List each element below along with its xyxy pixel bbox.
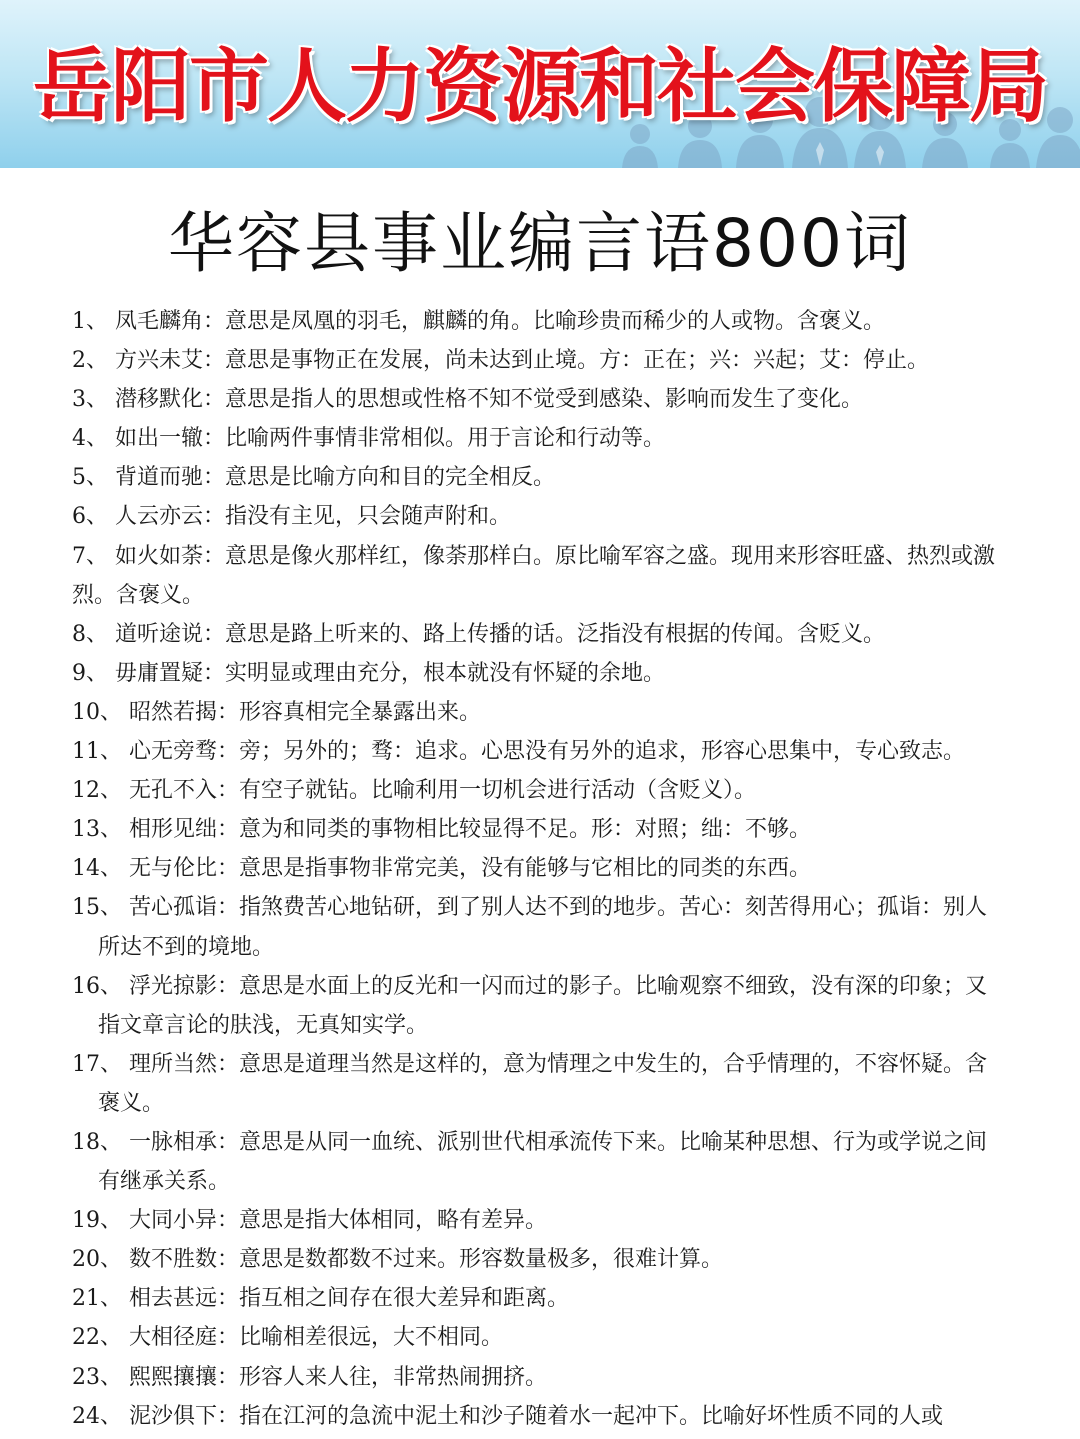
item-text: 数不胜数：意思是数都数不过来。形容数量极多，很难计算。 [129, 1247, 724, 1273]
item-number: 3、 [72, 387, 108, 413]
list-item [72, 302, 1007, 341]
item-text: 道听途说：意思是路上听来的、路上传播的话。泛指没有根据的传闻。含贬义。 [115, 621, 886, 647]
list-item [72, 1358, 1007, 1397]
list-item [72, 1123, 1007, 1201]
item-number: 20、 [72, 1247, 122, 1273]
list-item [72, 1279, 1007, 1318]
item-number: 21、 [72, 1286, 122, 1312]
item-number: 23、 [72, 1364, 122, 1390]
item-text: 无与伦比：意思是指事物非常完美，没有能够与它相比的同类的东西。 [129, 856, 812, 882]
item-text: 如火如荼：意思是像火那样红，像荼那样白。原比喻军容之盛。现用来形容旺盛、热烈或激烈。含褒义。 [72, 543, 996, 608]
item-number: 6、 [72, 504, 108, 530]
item-text: 大相径庭：比喻相差很远，大不相同。 [129, 1325, 504, 1351]
item-text: 心无旁骛：旁；另外的；骛：追求。心思没有另外的追求，形容心思集中，专心致志。 [129, 739, 966, 765]
item-text: 昭然若揭：形容真相完全暴露出来。 [129, 699, 482, 725]
item-text: 背道而驰：意思是比喻方向和目的完全相反。 [115, 465, 556, 491]
list-item [72, 380, 1007, 419]
item-text: 大同小异：意思是指大体相同，略有差异。 [129, 1208, 548, 1234]
list-item [72, 1397, 1007, 1436]
item-number: 8、 [72, 621, 108, 647]
item-text: 毋庸置疑：实明显或理由充分，根本就没有怀疑的余地。 [115, 660, 666, 686]
item-text: 相去甚远：指互相之间存在很大差异和距离。 [129, 1286, 570, 1312]
item-number: 12、 [72, 778, 122, 804]
list-item [72, 1045, 1007, 1123]
list-item [72, 1240, 1007, 1279]
item-text: 如出一辙：比喻两件事情非常相似。用于言论和行动等。 [115, 426, 666, 452]
item-text: 熙熙攘攘：形容人来人往，非常热闹拥挤。 [129, 1364, 548, 1390]
item-text: 凤毛麟角：意思是凤凰的羽毛，麒麟的角。比喻珍贵而稀少的人或物。含褒义。 [115, 309, 886, 334]
item-text: 方兴未艾：意思是事物正在发展，尚未达到止境。方：正在；兴：兴起；艾：停止。 [115, 348, 930, 374]
item-number: 15、 [72, 895, 122, 921]
list-item [72, 615, 1007, 654]
item-number: 10、 [72, 699, 122, 725]
item-text: 相形见绌：意为和同类的事物相比较显得不足。形：对照；绌：不够。 [129, 817, 812, 843]
header-banner [0, 0, 1080, 168]
item-number: 18、 [72, 1129, 122, 1155]
item-text: 泥沙俱下：指在江河的急流中泥土和沙子随着水一起冲下。比喻好坏性质不同的人或 [129, 1403, 944, 1429]
item-text: 理所当然：意思是道理当然是这样的，意为情理之中发生的，合乎情理的，不容怀疑。含褒义。 [98, 1051, 988, 1116]
item-number: 4、 [72, 426, 108, 452]
page-title: 华容县事业编言语800词 [168, 205, 912, 282]
item-number: 19、 [72, 1208, 122, 1234]
item-number: 14、 [72, 856, 122, 882]
list-item [72, 419, 1007, 458]
vocabulary-list [72, 302, 1007, 1436]
item-number: 7、 [72, 543, 108, 569]
list-item [72, 967, 1007, 1045]
item-text: 一脉相承：意思是从同一血统、派别世代相承流传下来。比喻某种思想、行为或学说之间有继承关系。 [98, 1129, 988, 1195]
list-item [72, 537, 1007, 615]
list-item [72, 849, 1007, 888]
item-number: 24、 [72, 1403, 122, 1429]
list-item [72, 888, 1007, 966]
list-item [72, 810, 1007, 849]
item-text: 苦心孤诣：指煞费苦心地钻研，到了别人达不到的地步。苦心：刻苦得用心；孤诣：别人所达不到的境地。 [98, 895, 988, 960]
item-number: 5、 [72, 465, 108, 491]
list-item [72, 458, 1007, 497]
item-text: 浮光掠影：意思是水面上的反光和一闪而过的影子。比喻观察不细致，没有深的印象；又指文章言论的肤浅，无真知实学。 [98, 973, 988, 1038]
item-number: 1、 [72, 309, 108, 334]
item-number: 13、 [72, 817, 122, 843]
item-number: 2、 [72, 348, 108, 374]
item-number: 16、 [72, 973, 122, 999]
list-item [72, 732, 1007, 771]
item-text: 无孔不入：有空子就钻。比喻利用一切机会进行活动（含贬义）。 [129, 778, 757, 804]
list-item [72, 341, 1007, 380]
item-number: 22、 [72, 1325, 122, 1351]
item-text: 潜移默化：意思是指人的思想或性格不知不觉受到感染、影响而发生了变化。 [115, 387, 864, 413]
list-item [72, 1318, 1007, 1357]
list-item [72, 771, 1007, 810]
item-text: 人云亦云：指没有主见，只会随声附和。 [115, 504, 512, 530]
item-number: 9、 [72, 660, 108, 686]
list-item [72, 497, 1007, 536]
list-item [72, 654, 1007, 693]
organization-title: 岳阳市人力资源和社会保障局 [33, 39, 1047, 133]
list-item [72, 1201, 1007, 1240]
item-number: 17、 [72, 1051, 122, 1077]
list-item [72, 693, 1007, 732]
item-number: 11、 [72, 739, 122, 765]
